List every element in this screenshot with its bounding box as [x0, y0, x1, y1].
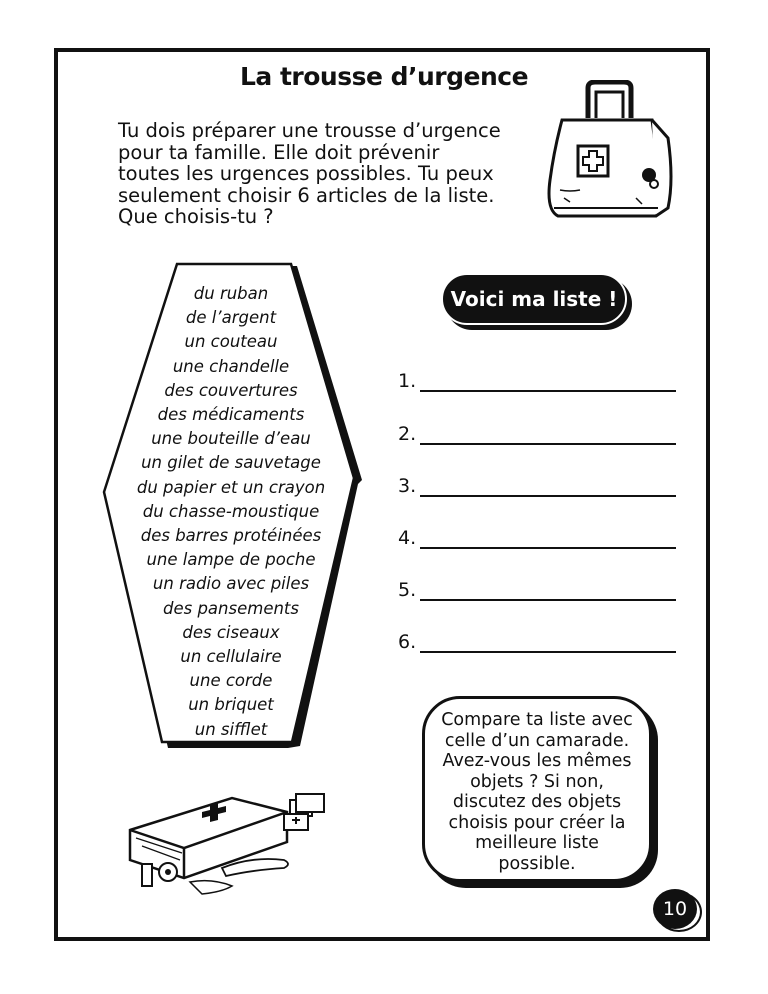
first-aid-kit-icon: [122, 790, 342, 900]
intro-line: Tu dois préparer une trousse d’urgence: [118, 119, 501, 142]
list-item: des barres protéinées: [140, 526, 322, 546]
list-item: une bouteille d’eau: [151, 429, 311, 449]
answer-rule: [420, 599, 676, 601]
list-item: du ruban: [193, 284, 269, 303]
list-item: un gilet de sauvetage: [141, 453, 321, 473]
list-item: une corde: [189, 671, 273, 691]
answer-number: 6.: [398, 631, 417, 653]
intro-line: Que choisis-tu ?: [118, 205, 274, 228]
compare-line: choisis pour créer la: [448, 812, 626, 833]
list-item: de l’argent: [185, 308, 277, 328]
answer-number: 4.: [398, 527, 417, 549]
compare-line: meilleure liste: [475, 833, 599, 853]
list-item: du chasse-moustique: [142, 501, 320, 521]
page-number: 10: [653, 889, 697, 929]
answer-rule: [420, 443, 676, 445]
page-title: La trousse d’urgence: [239, 62, 529, 91]
answer-rule: [420, 547, 676, 549]
intro-line: seulement choisir 6 articles de la liste.: [118, 183, 495, 207]
answer-line-1[interactable]: [398, 368, 676, 394]
answer-rule: [420, 390, 676, 392]
intro-line: pour ta famille. Elle doit prévenir: [118, 140, 440, 164]
answer-number: 5.: [398, 579, 417, 601]
list-item: une chandelle: [172, 356, 290, 376]
list-item: des pansements: [162, 598, 299, 618]
answer-line-2[interactable]: [398, 421, 676, 447]
compare-box: [422, 696, 652, 882]
compare-line: objets ? Si non,: [470, 771, 604, 792]
answer-number: 3.: [398, 475, 417, 497]
item-list: [118, 282, 344, 742]
list-item: un briquet: [188, 695, 274, 715]
compare-line: Compare ta liste avec: [441, 710, 633, 730]
answer-number: 2.: [398, 423, 417, 445]
intro-line: toutes les urgences possibles. Tu peux: [118, 162, 494, 185]
list-item: des médicaments: [157, 405, 305, 425]
answer-line-4[interactable]: [398, 525, 676, 551]
compare-line: possible.: [498, 853, 576, 874]
compare-line: celle d’un camarade.: [444, 730, 630, 751]
compare-line: discutez des objets: [452, 792, 622, 812]
answer-line-3[interactable]: [398, 473, 676, 499]
answer-line-6[interactable]: [398, 629, 676, 655]
compare-line: Avez-vous les mêmes: [442, 751, 632, 771]
list-item: un sifflet: [194, 719, 268, 739]
answer-line-5[interactable]: [398, 577, 676, 603]
answer-number: 1.: [398, 370, 417, 392]
list-item: du papier et un crayon: [136, 477, 326, 497]
first-aid-bag-icon: [540, 80, 690, 230]
list-item: un cellulaire: [180, 647, 282, 667]
list-heading: Voici ma liste !: [441, 273, 627, 325]
intro-text: [118, 120, 538, 228]
list-item: une lampe de poche: [146, 550, 316, 570]
list-item: un couteau: [184, 332, 278, 352]
answer-rule: [420, 495, 676, 497]
list-item: des couvertures: [164, 380, 298, 400]
answer-rule: [420, 651, 676, 653]
list-item: un radio avec piles: [152, 574, 310, 594]
list-item: des ciseaux: [182, 622, 280, 642]
